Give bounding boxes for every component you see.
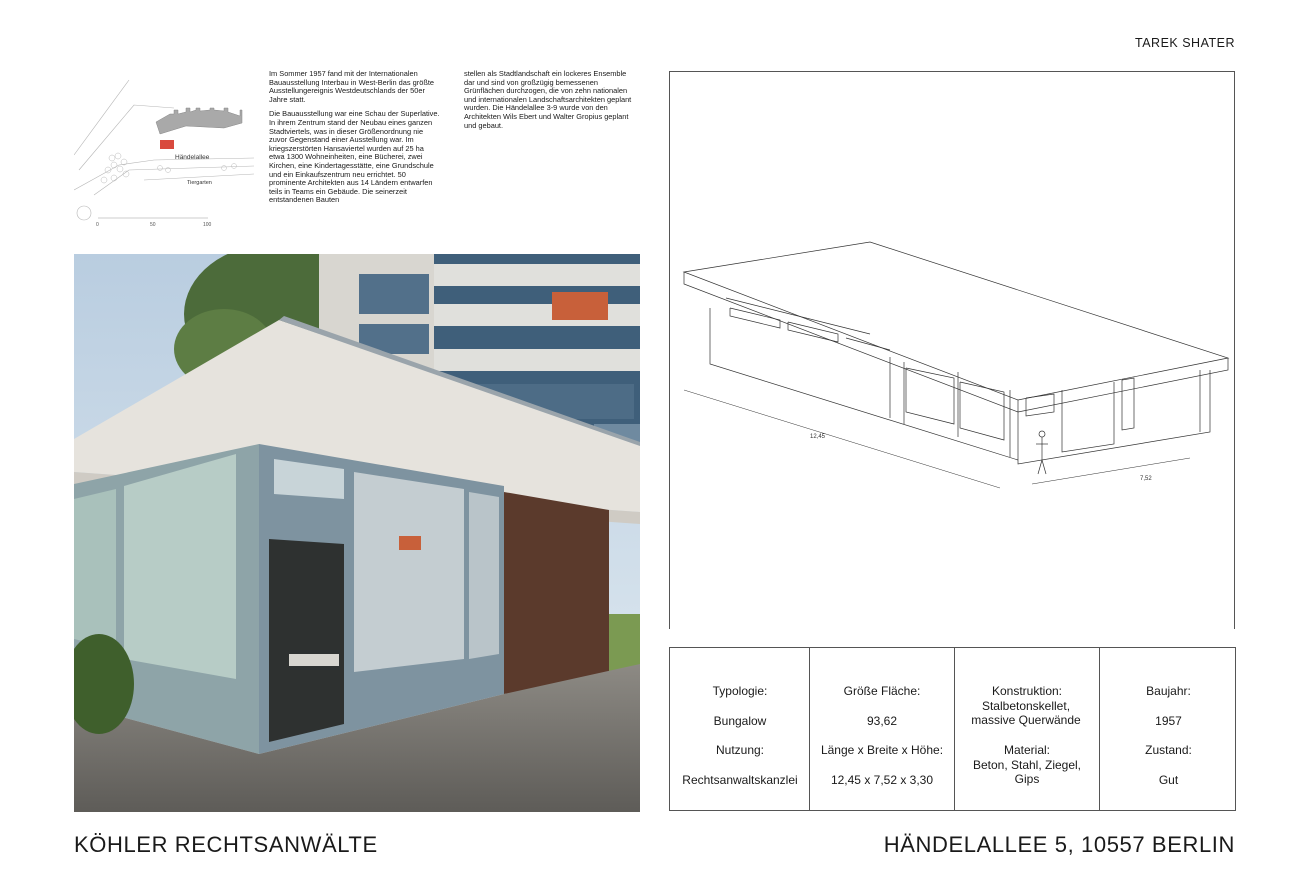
site-plan xyxy=(74,70,254,230)
intro-paragraph-3: stellen als Stadtlandschaft ein lockeres Ensemble dar und sind von großzügig bemessenen Grünflächen durchzogen, die von zehn nationalen und internationalen Landschaftsarchitekten geplant wurden. Die Händelallee 3-9 wurde von den Architekten Wils Ebert und Walter Gropius geplant und gebaut. xyxy=(464,69,632,130)
axonometric-drawing xyxy=(670,72,1236,630)
slab-building xyxy=(156,108,242,134)
table-divider xyxy=(954,648,955,810)
scale-label-50: 50 xyxy=(150,222,156,228)
baujahr-value: 1957 xyxy=(1155,714,1182,728)
typologie-value: Bungalow xyxy=(713,714,767,728)
bungalow-highlight xyxy=(160,140,174,149)
baujahr-label: Baujahr: xyxy=(1146,684,1191,698)
intro-text-column-2 xyxy=(464,70,636,136)
dimension-length: 12,45 xyxy=(810,434,826,440)
typologie-label: Typologie: xyxy=(712,684,768,698)
material-value: Beton, Stahl, Ziegel, Gips xyxy=(972,758,1082,786)
project-address: HÄNDELALLEE 5, 10557 BERLIN xyxy=(883,832,1235,857)
nutzung-value: Rechtsanwaltskanzlei xyxy=(682,773,798,787)
building-info-table xyxy=(669,647,1236,811)
intro-text-column-1 xyxy=(269,70,441,211)
intro-paragraph-1: Im Sommer 1957 fand mit der Internationalen Bauausstellung Interbau in West-Berlin das größte Ausstellungereignis Westdeutschlands der 50er Jahre statt. xyxy=(269,69,435,104)
street-label: Händelallee xyxy=(175,154,210,161)
zustand-value: Gut xyxy=(1158,773,1179,787)
konstruktion-value: Stalbetonskellet, massive Querwände xyxy=(971,699,1081,727)
project-title: KÖHLER RECHTSANWÄLTE xyxy=(74,832,378,857)
zustand-label: Zustand: xyxy=(1145,743,1192,757)
building-photo xyxy=(74,254,640,812)
intro-paragraph-2: Die Bauausstellung war eine Schau der Superlative. In ihrem Zentrum stand der Neubau eines ganzen Stadtviertels, was in dieser Größenordnung nie zuvor Gegenstand einer Ausstellung war. Im kriegszerstörten Hansaviertel wurden auf 25 ha etwa 1300 Wohneinheiten, eine Bücherei, zwei Kirchen, eine Kindertagesstätte, eine Grundschule und ein Einkaufszentrum neu errichtet. 50 prominente Architekten aus 14 Ländern entwarfen teils in Teams ein Gebäude. Die seinerzeit entstandenen Bauten xyxy=(269,109,440,205)
flaeche-label: Größe Fläche: xyxy=(843,684,921,698)
park-label: Tiergarten xyxy=(187,180,212,186)
axonometric-drawing-frame xyxy=(669,71,1235,629)
site-plan-lines xyxy=(74,80,254,220)
scale-label-0: 0 xyxy=(96,222,99,228)
masse-label: Länge x Breite x Höhe: xyxy=(820,743,944,757)
konstruktion-label: Konstruktion: xyxy=(991,684,1063,698)
author-name: TAREK SHATER xyxy=(1135,36,1235,50)
material-label: Material: xyxy=(1003,743,1050,757)
masse-value: 12,45 x 7,52 x 3,30 xyxy=(830,773,934,787)
flaeche-value: 93,62 xyxy=(866,714,898,728)
nutzung-label: Nutzung: xyxy=(715,743,765,757)
dimension-width: 7,52 xyxy=(1140,476,1152,482)
scale-label-100: 100 xyxy=(203,222,212,228)
